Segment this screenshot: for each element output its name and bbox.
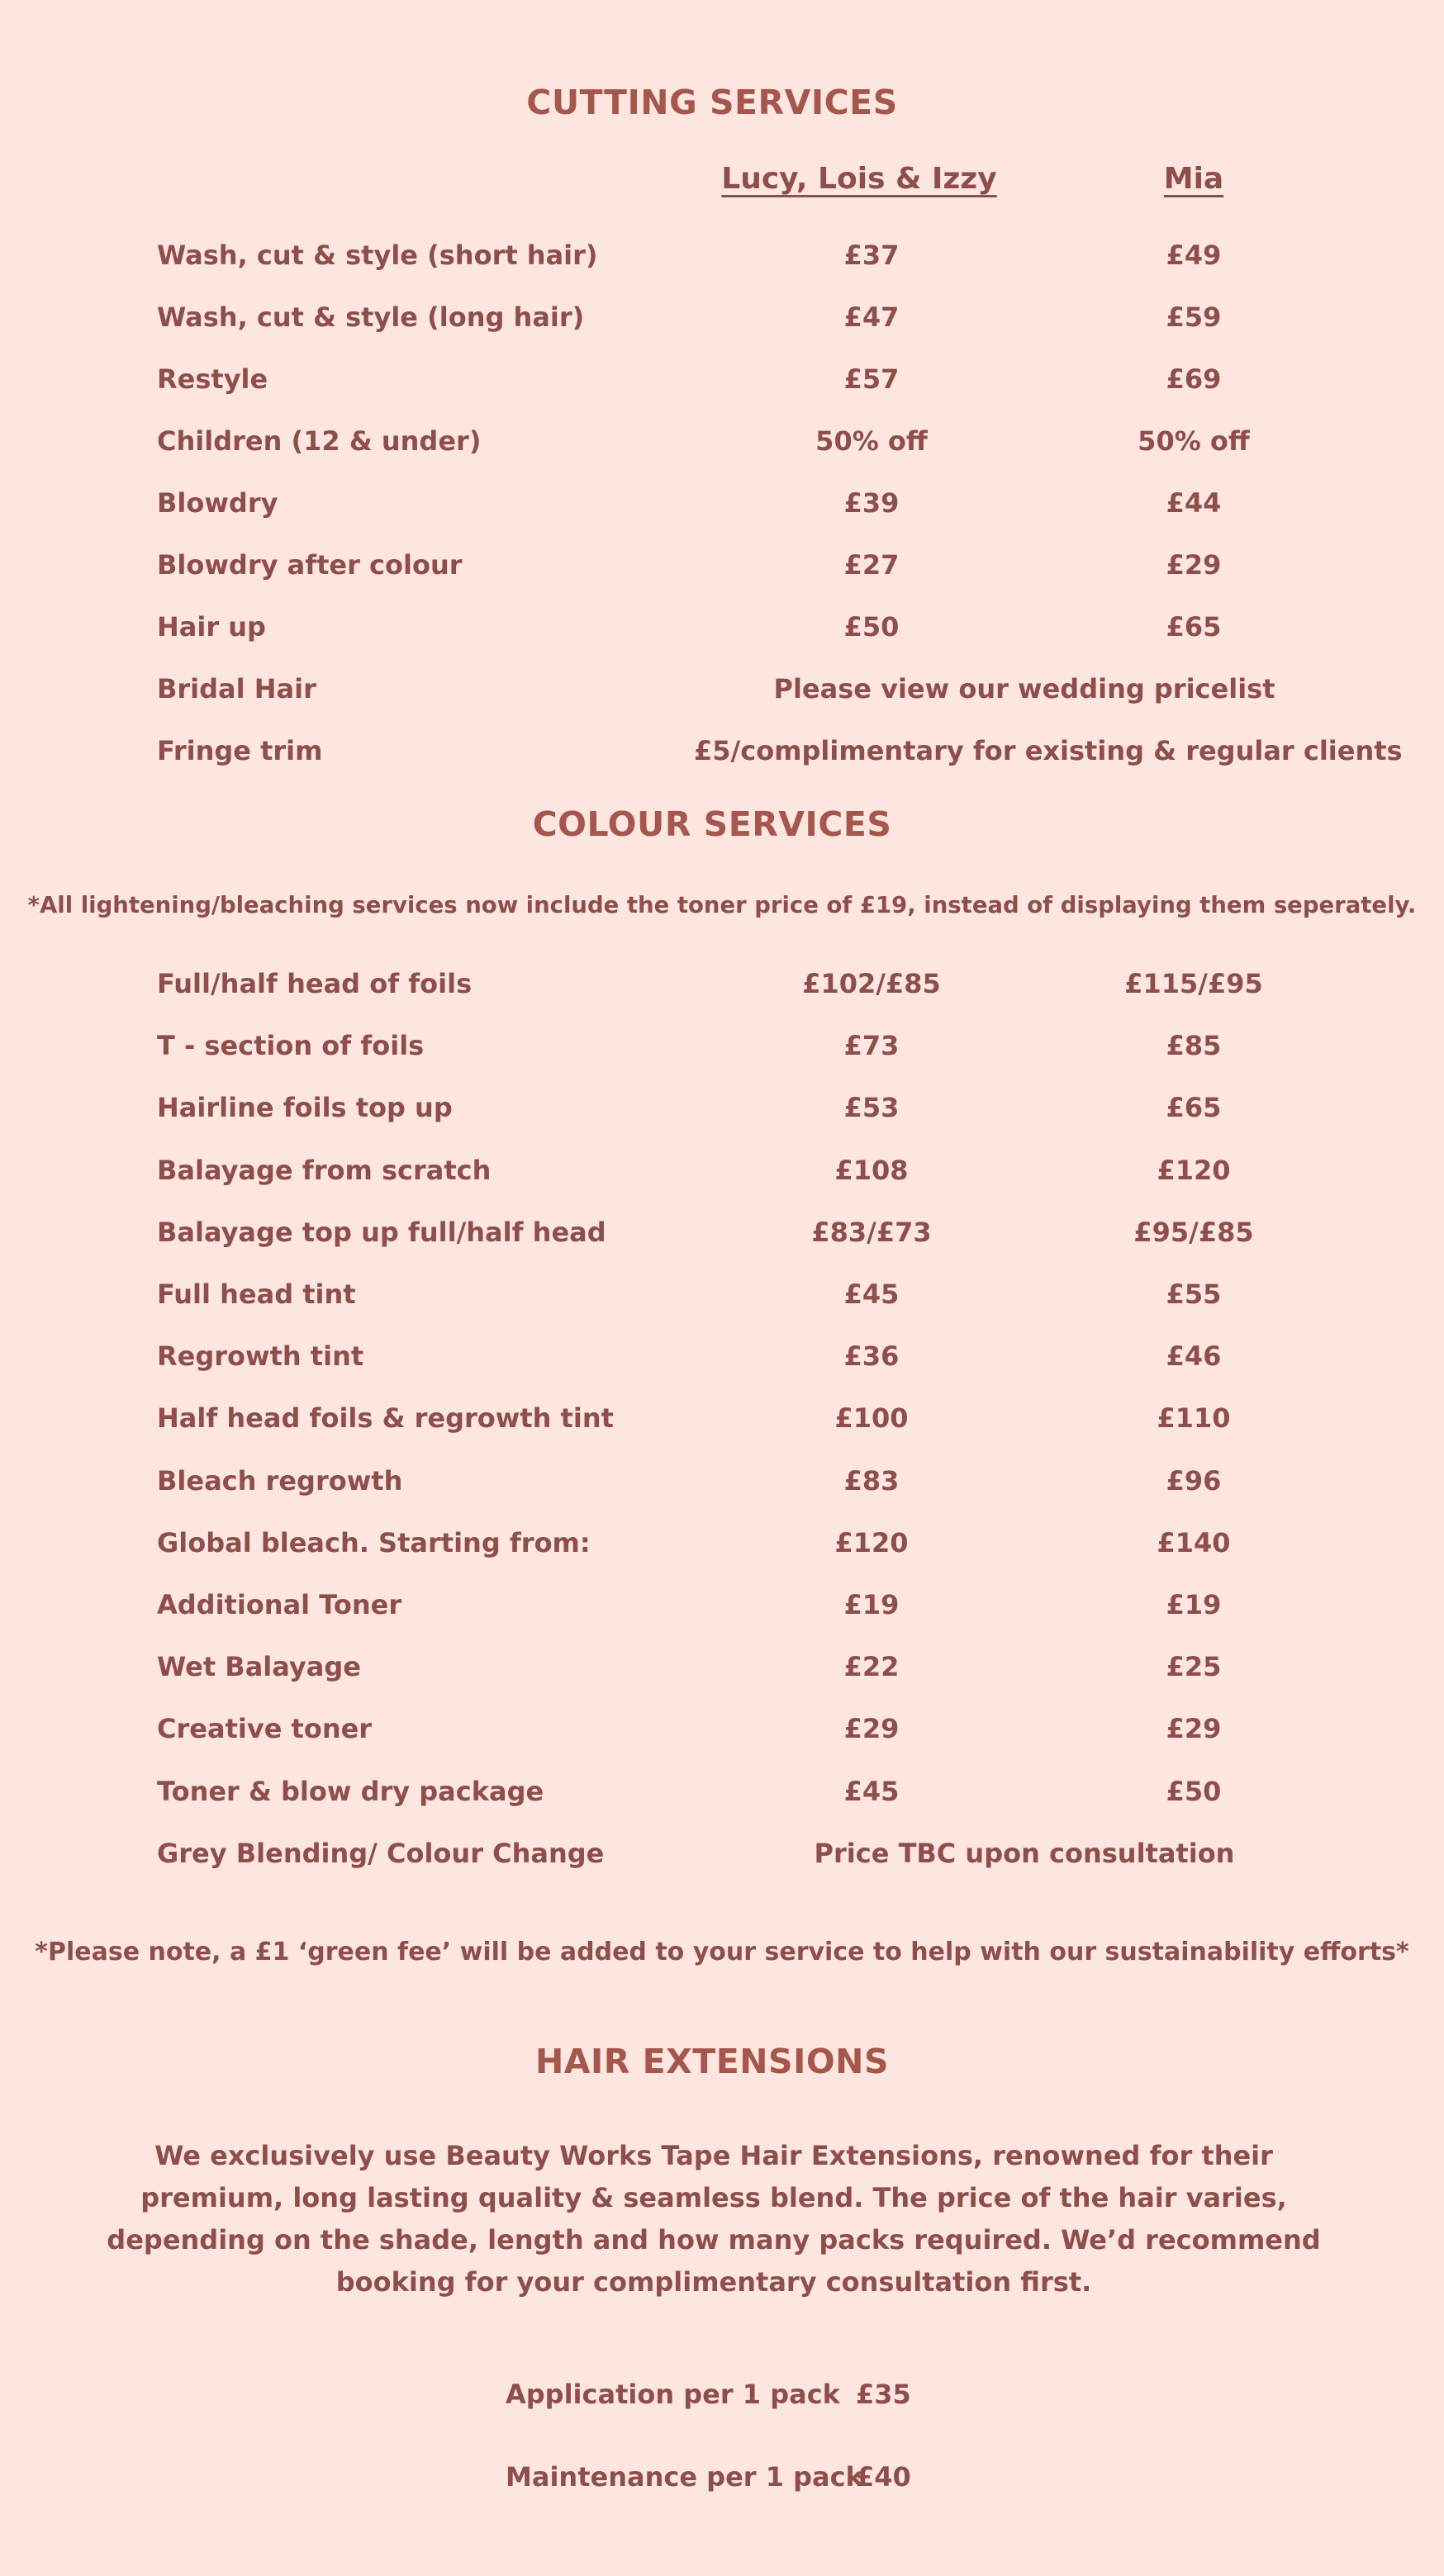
price-row: [0, 1092, 1444, 1133]
price-mia: £29: [1166, 549, 1222, 581]
price-mia: £120: [1157, 1154, 1231, 1186]
service-name: Full/half head of foils: [157, 968, 473, 999]
price-lucy-lois-izzy: £108: [834, 1154, 909, 1186]
service-name: Wash, cut & style (long hair): [157, 301, 585, 333]
price-lucy-lois-izzy: £29: [843, 1713, 900, 1745]
service-name: Fringe trim: [157, 735, 323, 766]
price-mia: £65: [1166, 611, 1222, 643]
price-lucy-lois-izzy: £102/£85: [802, 968, 941, 999]
green-fee-note: *Please note, a £1 ‘green fee’ will be added to your service to help with our sustainability efforts*: [35, 1938, 1409, 1966]
price-mia: £85: [1166, 1030, 1222, 1062]
service-name: Creative toner: [157, 1713, 373, 1745]
price-lucy-lois-izzy: £53: [843, 1092, 900, 1124]
price-mia: £50: [1166, 1775, 1222, 1807]
maintenance-price: £40: [856, 2461, 911, 2493]
service-name: Half head foils & regrowth tint: [157, 1402, 614, 1435]
price-mia: £110: [1157, 1402, 1231, 1435]
hair-extensions-description: We exclusively use Beauty Works Tape Hair Extensions, renowned for their premium, long lasting quality & seamless blend. The price of the hair varies, depending on the shade, length and how many packs required. We’d recommend booking for your complimentary consultation first.: [107, 2140, 1321, 2298]
price-lucy-lois-izzy: £47: [843, 301, 900, 333]
price-row: [0, 240, 1444, 281]
price-mia: £140: [1157, 1526, 1231, 1558]
service-name: Restyle: [157, 363, 268, 395]
price-row: [0, 1651, 1444, 1692]
price-row: [0, 1589, 1444, 1630]
price-lucy-lois-izzy: £22: [843, 1651, 900, 1683]
price-row: [0, 1279, 1444, 1320]
price-mia: £69: [1166, 363, 1222, 395]
service-name: Bleach regrowth: [157, 1464, 403, 1497]
price-row: [0, 735, 1444, 776]
price-lucy-lois-izzy: £45: [843, 1775, 900, 1807]
price-mia: £46: [1166, 1340, 1222, 1373]
service-name: Regrowth tint: [157, 1340, 364, 1373]
price-row: [0, 425, 1444, 467]
price-row: [0, 1217, 1444, 1258]
service-name: Balayage top up full/half head: [157, 1216, 606, 1248]
service-name: Wet Balayage: [157, 1651, 361, 1683]
price-mia: £19: [1166, 1589, 1222, 1620]
price-row: [0, 1030, 1444, 1071]
service-name: Children (12 & under): [157, 425, 482, 457]
price-row: [0, 487, 1444, 529]
application-price: £35: [856, 2379, 911, 2410]
price-mia: 50% off: [1138, 425, 1250, 457]
price-lucy-lois-izzy: £73: [843, 1030, 900, 1062]
stylist-column-header-mia: Mia: [1163, 162, 1224, 196]
stylist-column-header-lucy-lois-izzy: Lucy, Lois & Izzy: [721, 162, 997, 196]
price-mia: £65: [1166, 1092, 1222, 1124]
hair-extensions-heading: HAIR EXTENSIONS: [534, 2042, 890, 2081]
price-row: [0, 1155, 1444, 1196]
price-row: [0, 1838, 1444, 1879]
price-mia: £49: [1166, 240, 1222, 271]
price-mia: £96: [1166, 1464, 1222, 1497]
price-row: [0, 1340, 1444, 1382]
price-lucy-lois-izzy: £50: [843, 611, 900, 643]
cutting-services-heading: CUTTING SERVICES: [526, 83, 898, 122]
price-row: [0, 673, 1444, 714]
price-row: [0, 301, 1444, 343]
service-name: Balayage from scratch: [157, 1154, 492, 1186]
price-lucy-lois-izzy: 50% off: [815, 425, 928, 457]
service-name: T - section of foils: [157, 1030, 425, 1062]
price-mia: £59: [1166, 301, 1222, 333]
price-mia: £25: [1166, 1651, 1222, 1683]
price-row: [0, 1713, 1444, 1754]
price-lucy-lois-izzy: £36: [843, 1340, 900, 1373]
price-note: Please view our wedding pricelist: [773, 673, 1275, 704]
price-mia: £55: [1166, 1279, 1222, 1310]
application-label: Application per 1 pack: [506, 2379, 840, 2410]
price-row: [0, 611, 1444, 652]
price-mia: £29: [1166, 1713, 1222, 1745]
price-lucy-lois-izzy: £27: [843, 549, 900, 581]
price-mia: £95/£85: [1133, 1216, 1254, 1248]
service-name: Blowdry after colour: [157, 549, 463, 581]
service-name: Blowdry: [157, 487, 278, 519]
price-note: £5/complimentary for existing & regular clients: [694, 735, 1403, 766]
service-name: Full head tint: [157, 1279, 356, 1310]
price-lucy-lois-izzy: £37: [843, 240, 900, 271]
price-lucy-lois-izzy: £100: [834, 1402, 909, 1435]
price-row: [0, 1402, 1444, 1444]
price-row: [0, 549, 1444, 591]
service-name: Hairline foils top up: [157, 1092, 453, 1124]
price-lucy-lois-izzy: £39: [843, 487, 900, 519]
maintenance-label: Maintenance per 1 pack: [506, 2461, 863, 2493]
colour-services-heading: COLOUR SERVICES: [532, 804, 892, 844]
price-mia: £44: [1166, 487, 1222, 519]
service-name: Toner & blow dry package: [157, 1775, 544, 1807]
service-name: Hair up: [157, 611, 266, 643]
price-note: Price TBC upon consultation: [814, 1837, 1235, 1869]
price-lucy-lois-izzy: £120: [834, 1526, 909, 1558]
service-name: Global bleach. Starting from:: [157, 1526, 591, 1558]
service-name: Grey Blending/ Colour Change: [157, 1837, 605, 1869]
price-lucy-lois-izzy: £45: [843, 1279, 900, 1310]
price-row: [0, 1776, 1444, 1817]
price-row: [0, 363, 1444, 405]
price-lucy-lois-izzy: £83/£73: [811, 1216, 932, 1248]
price-lucy-lois-izzy: £83: [843, 1464, 900, 1497]
service-name: Wash, cut & style (short hair): [157, 240, 598, 271]
service-name: Bridal Hair: [157, 673, 316, 704]
price-mia: £115/£95: [1124, 968, 1263, 999]
lightening-toner-note: *All lightening/bleaching services now include the toner price of £19, instead of displaying them seperately.: [27, 892, 1417, 918]
service-name: Additional Toner: [157, 1589, 402, 1620]
price-lucy-lois-izzy: £19: [843, 1589, 900, 1620]
price-row: [0, 1465, 1444, 1506]
price-row: [0, 1527, 1444, 1568]
price-row: [0, 968, 1444, 1009]
price-lucy-lois-izzy: £57: [843, 363, 900, 395]
